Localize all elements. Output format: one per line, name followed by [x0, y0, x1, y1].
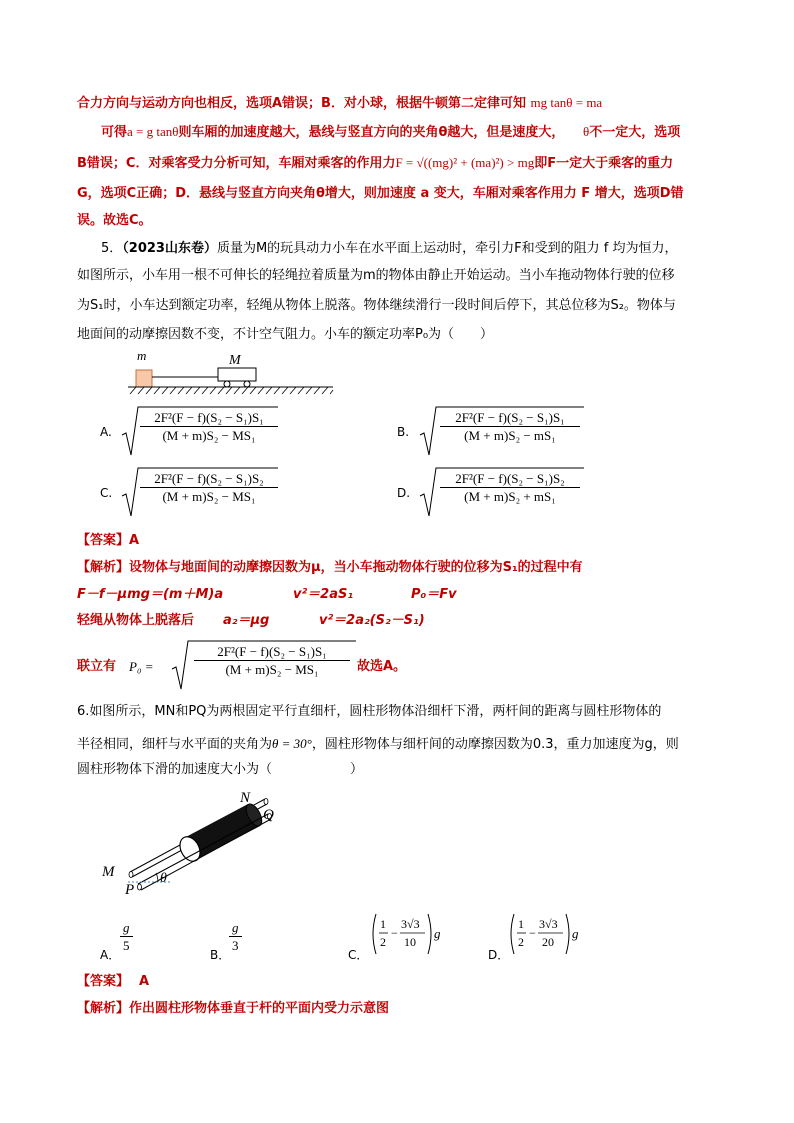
- q6-option-d-value: [508, 912, 586, 958]
- q5-option-a-label[interactable]: A.: [100, 425, 112, 439]
- svg-text:3√3: 3√3: [539, 917, 558, 931]
- svg-text:2: 2: [518, 935, 524, 949]
- q6-option-a-label[interactable]: A．: [100, 948, 121, 962]
- svg-text:3√3: 3√3: [401, 917, 420, 931]
- svg-text:g: g: [572, 926, 579, 941]
- equation: mg tanθ = ma: [530, 95, 603, 110]
- q5-conclusion: 故选A。: [357, 659, 407, 674]
- q5-stem-line2: 如图所示，小车用一根不可伸长的轻绳拉着质量为m的物体由静止开始运动。当小车拖动物体行驶的位移: [77, 268, 675, 283]
- q6-answer: 【答案】 A: [77, 974, 150, 989]
- rail-pq-top: [138, 814, 268, 884]
- q5-final-fraction: $\frac{\text{2F²(F − f)(S₂ − S₁)S₁}}{\text{(M + m)S₂ − MS₁}}$: [194, 643, 350, 678]
- q5-stem-line4: 地面间的动摩擦因数不变，不计空气阻力。小车的额定功率P₀为（ ）: [77, 327, 494, 342]
- q6-stem-line2: 半径相同，细杆与水平面的夹角为θ = 30°，圆柱形物体与细杆间的动摩擦因数为0.3，重力加速度为g，则: [77, 736, 679, 752]
- label-M: M: [102, 864, 115, 880]
- q5-figure: [128, 346, 338, 398]
- q5-option-b-label[interactable]: B.: [397, 425, 410, 439]
- q5-option-b-fraction: $\frac{\text{2F²(F − f)(S₂ − S₁)S₁}}{\text{(M + m)S₂ − mS₁}}$: [440, 409, 580, 444]
- svg-text:−: −: [529, 926, 536, 940]
- q5-option-d-label[interactable]: D.: [397, 486, 411, 500]
- svg-text:2: 2: [380, 935, 386, 949]
- q5-option-a-fraction: $\frac{\text{2F²(F − f)(S₂ − S₁)S₁}}{\text{(M + m)S₂ − MS₁}}$: [140, 409, 278, 444]
- q5-option-c-fraction: $\frac{\text{2F²(F − f)(S₂ − S₁)S₂}}{\text{(M + m)S₂ − MS₁}}$: [140, 470, 278, 505]
- q5-equation-row1: F－f－μmg＝(m＋M)a v²＝2aS₁ P₀＝Fv: [77, 587, 457, 602]
- prev-solution-line4: G，选项C正确；D．悬线与竖直方向夹角θ增大，则加速度 a 变大，车厢对乘客作用力 F 增大，选项D错: [77, 186, 684, 201]
- q6-option-c-label[interactable]: C．: [348, 948, 369, 962]
- q5-answer: 【答案】A: [77, 533, 140, 548]
- q6-option-a-value: $\frac{g}{5}$: [120, 919, 133, 954]
- label-m: m: [137, 348, 147, 363]
- q5-stem-line1: 5．（2023山东卷）质量为M的玩具动力小车在水平面上运动时，牵引力F和受到的阻力 f 均为恒力，: [101, 241, 678, 256]
- svg-text:20: 20: [542, 935, 554, 949]
- label-M: M: [229, 353, 241, 368]
- prev-solution-line3: B错误；C．对乘客受力分析可知，车厢对乘客的作用力F = √((mg)² + (ma)²) > mg即F一定大于乘客的重力: [77, 155, 674, 171]
- label-P: P: [125, 882, 135, 896]
- q6-option-c-value: [370, 912, 448, 958]
- q6-figure: [100, 784, 300, 896]
- block-m: [136, 370, 152, 387]
- q5-option-d-fraction: $\frac{\text{2F²(F − f)(S₂ − S₁)S₂}}{\text{(M + m)S₂ + mS₁}}$: [440, 470, 580, 505]
- q5-combine-label: 联立有: [77, 659, 117, 674]
- svg-text:1: 1: [518, 917, 524, 931]
- label-Q: Q: [263, 807, 274, 823]
- svg-text:−: −: [391, 926, 398, 940]
- svg-text:g: g: [434, 926, 441, 941]
- prev-solution-line5: 误。故选C。: [77, 213, 152, 228]
- svg-text:10: 10: [404, 935, 416, 949]
- cart-body: [218, 368, 256, 381]
- wheel-right: [244, 381, 250, 387]
- ground-hatch: [130, 387, 333, 394]
- q6-stem-line3: 圆柱形物体下滑的加速度大小为（ ）: [77, 762, 364, 777]
- q5-p0-label: P₀ =: [129, 659, 154, 674]
- label-N: N: [240, 790, 251, 806]
- prev-solution-line2: 可得a = g tanθ则车厢的加速度越大，悬线与竖直方向的夹角θ越大，但是速度大， θ不一定大，选项: [101, 124, 681, 140]
- q6-option-d-label[interactable]: D．: [488, 948, 510, 962]
- q6-analysis-line1: 【解析】作出圆柱形物体垂直于杆的平面内受力示意图: [77, 1001, 390, 1016]
- wheel-left: [224, 381, 230, 387]
- q6-option-b-value: $\frac{g}{3}$: [229, 919, 242, 954]
- q6-stem-line1: 6.如图所示，MN和PQ为两根固定平行直细杆，圆柱形物体沿细杆下滑，两杆间的距离与圆柱形物体的: [77, 704, 662, 719]
- q5-analysis-line1: 【解析】设物体与地面间的动摩擦因数为μ，当小车拖动物体行驶的位移为S₁的过程中有: [77, 560, 583, 575]
- svg-text:1: 1: [380, 917, 386, 931]
- prev-solution-line1: 合力方向与运动方向也相反，选项A错误；B．对小球，根据牛顿第二定律可知 mg tanθ = ma: [77, 95, 603, 111]
- q6-option-b-label[interactable]: B．: [210, 948, 231, 962]
- q5-option-c-label[interactable]: C.: [100, 486, 113, 500]
- angle-arc: [156, 873, 158, 882]
- q5-equation-row2: 轻绳从物体上脱落后 a₂＝μg v²＝2a₂(S₂－S₁): [77, 613, 425, 628]
- q5-stem-line3: 为S₁时，小车达到额定功率，轻绳从物体上脱落。物体继续滑行一段时间后停下，其总位移为S₂。物体与: [77, 298, 676, 313]
- label-theta: θ: [160, 871, 167, 886]
